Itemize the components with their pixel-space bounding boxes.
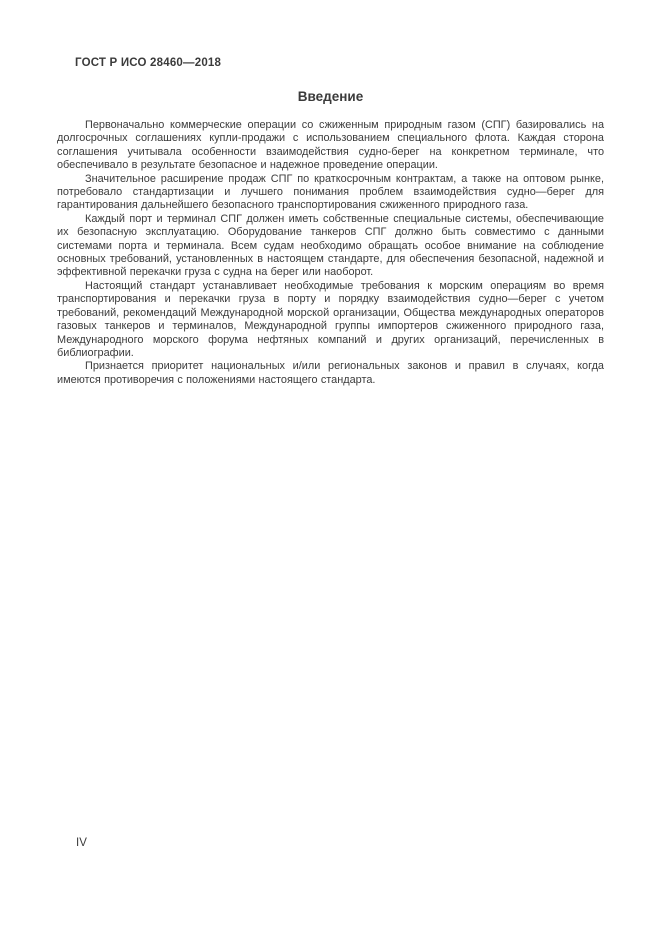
intro-paragraph-3: Каждый порт и терминал СПГ должен иметь собственные специальные системы, обеспечивающие их безопасную эксплуатацию. Оборудование танкеров СПГ должно быть совместимо с данными системами порта и терминала. Всем судам необходимо обращать особое внимание на соблюдение основных требований, установленных в настоящем стандарте, для обеспечения безопасной, надежной и эффективной перекачки груза с судна на берег или наоборот. (57, 212, 604, 279)
intro-paragraph-2: Значительное расширение продаж СПГ по краткосрочным контрактам, а также на оптовом рынке, потребовало стандартизации и лучшего понимания проблем взаимодействия судно—берег для гарантирования дальнейшего безопасного транспортирования сжиженного природного газа. (57, 172, 604, 212)
intro-paragraph-5: Признается приоритет национальных и/или региональных законов и правил в случаях, когда имеются противоречия с положениями настоящего стандарта. (57, 360, 604, 386)
page-number: IV (76, 837, 87, 849)
standard-designation-header: ГОСТ Р ИСО 28460—2018 (75, 57, 222, 69)
intro-paragraph-4: Настоящий стандарт устанавливает необходимые требования к морским операциям во время транспортирования и перекачки груза в порту и порядку взаимодействия судно—берег с учетом требований, рекомендаций Международной морской организации, Общества международных операторов газовых танкеров и терминалов, Международной группы импортеров сжиженного природного газа, Международного морского форума нефтяных компаний и других организаций, перечисленных в библиографии. (57, 279, 604, 359)
introduction-body (57, 119, 604, 387)
intro-paragraph-1: Первоначально коммерческие операции со сжиженным природным газом (СПГ) базировались на долгосрочных соглашениях купли-продажи с использованием специального флота. Каждая сторона соглашения учитывала особенности взаимодействия судно-берег на конкретном терминале, что обеспечивало в результате безопасное и надежное проведение операции. (57, 119, 604, 172)
section-title-introduction: Введение (297, 89, 364, 104)
